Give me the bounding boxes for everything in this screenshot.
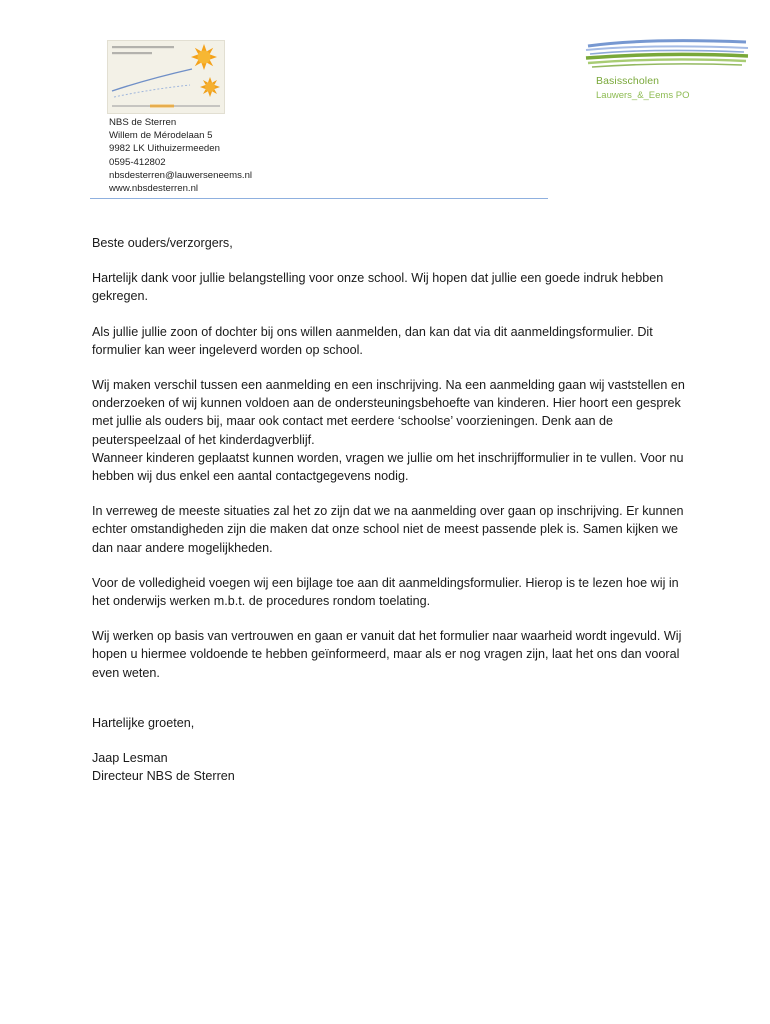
school-address: [109, 116, 252, 195]
landscape-stripes-icon: [584, 36, 750, 72]
paragraph-difference: Wij maken verschil tussen een aanmelding en een inschrijving. Na een aanmelding gaan wij vaststellen en onderzoeken of wij kunnen voldoen aan de ondersteuningsbehoefte van kinderen. Hier hoort een gesprek met jullie als ouders bij, maar ook contact met eerdere ‘schoolse’ voorzieningen. Denk aan de peuterspeelzaal of het kinderdagverblijf.: [92, 378, 685, 447]
salutation: Beste ouders/verzorgers,: [92, 236, 233, 250]
school-street: Willem de Mérodelaan 5: [109, 130, 213, 142]
closing: Hartelijke groeten,: [92, 715, 195, 730]
signer-name: Jaap Lesman: [92, 751, 168, 766]
school-city: 9982 LK Uithuizermeeden: [109, 143, 220, 155]
signature: [92, 749, 692, 785]
school-logo: [107, 40, 225, 114]
school-phone: 0595-412802: [109, 156, 166, 168]
letter-body: [92, 234, 692, 785]
org-name: Basisscholen: [596, 75, 660, 87]
header-divider: [90, 198, 548, 199]
school-email[interactable]: nbsdesterren@lauwerseneems.nl: [109, 169, 253, 181]
paragraph-attachment: Voor de volledigheid voegen wij een bijlage toe aan dit aanmeldingsformulier. Hierop is te lezen hoe wij in het onderwijs werken m.b.t. de procedures rondom toelating.: [92, 575, 679, 609]
org-logo: [584, 36, 750, 106]
school-name: NBS de Sterren: [109, 117, 177, 128]
org-subtitle: Lauwers_&_Eems PO: [596, 90, 690, 101]
school-website[interactable]: www.nbsdesterren.nl: [109, 183, 199, 195]
signer-title: Directeur NBS de Sterren: [92, 769, 235, 784]
sun-icon: [108, 41, 224, 113]
paragraph-thanks: Hartelijk dank voor jullie belangstelling voor onze school. Wij hopen dat jullie een goede indruk hebben gekregen.: [92, 271, 664, 304]
paragraph-situations: In verreweg de meeste situaties zal het zo zijn dat we na aanmelding over gaan op inschrijving. Er kunnen echter omstandigheden zijn die maken dat onze school niet de meest passende plek is. Samen kijken we dan naar andere mogelijkheden.: [92, 504, 684, 555]
paragraph-registration-form: Als jullie jullie zoon of dochter bij ons willen aanmelden, dan kan dat via dit aanmeldingsformulier. Dit formulier kan weer ingeleverd worden op school.: [92, 324, 653, 357]
paragraph-placement: Wanneer kinderen geplaatst kunnen worden, vragen we jullie om het inschrijfformulier in te vullen. Voor nu hebben wij dus enkel een aantal contactgegevens nodig.: [92, 450, 684, 484]
paragraph-trust: Wij werken op basis van vertrouwen en gaan er vanuit dat het formulier naar waarheid wordt ingevuld. Wij hopen u hiermee voldoende te hebben geïnformeerd, maar als er nog vragen zijn, laat het ons dan vooral even weten.: [92, 629, 682, 680]
